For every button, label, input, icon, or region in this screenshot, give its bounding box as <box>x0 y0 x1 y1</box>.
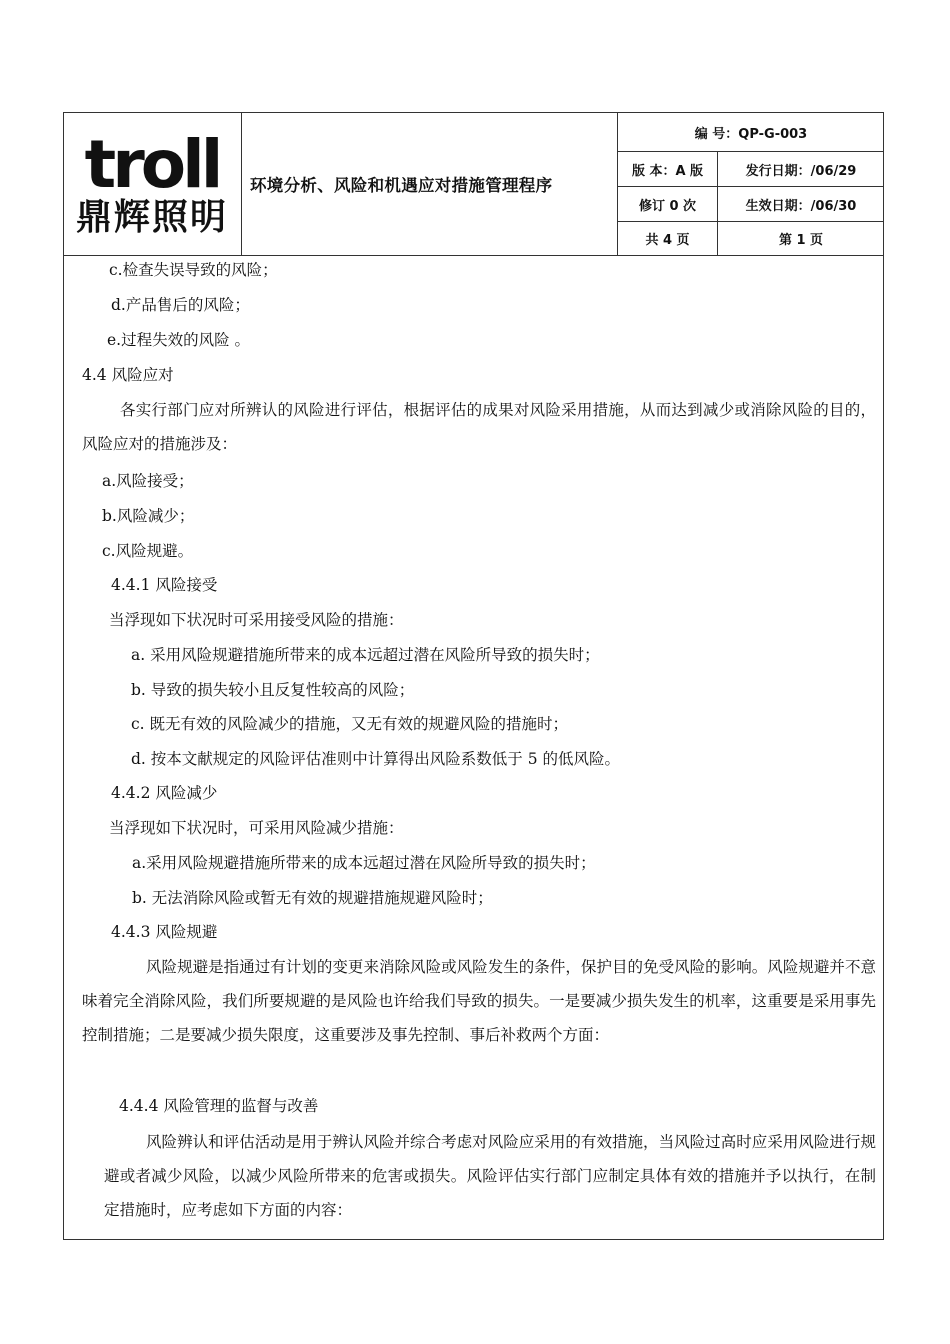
section-heading-4-4-3: 4.4.3 风险规避 <box>111 923 218 941</box>
revision: 修订 0 次 <box>618 187 718 221</box>
title-cell <box>242 113 618 255</box>
list-item: c. 既无有效的风险减少的措施，又无有效的规避风险的措施时； <box>131 715 569 733</box>
meta-row-version <box>618 152 884 187</box>
list-item: d.产品售后的风险； <box>111 296 250 314</box>
intro-text: 当浮现如下状况时，可采用风险减少措施： <box>109 819 404 837</box>
page-number: 第 1 页 <box>778 233 824 248</box>
doc-number: 编 号：QP-G-003 <box>694 126 808 142</box>
list-item: d. 按本文献规定的风险评估准则中计算得出风险系数低于 5 的低风险。 <box>131 750 620 768</box>
section-heading-4-4: 4.4 风险应对 <box>82 366 174 384</box>
company-logo <box>64 113 242 255</box>
logo-chinese-name: 鼎辉照明 <box>75 197 229 238</box>
version: 版 本：A 版 <box>618 152 718 186</box>
meta-row-docno <box>618 113 884 152</box>
intro-text: 当浮现如下状况时可采用接受风险的措施： <box>109 611 404 629</box>
document-meta <box>618 113 884 255</box>
list-item: c.风险规避。 <box>102 542 194 560</box>
list-item: a.风险接受； <box>102 472 194 490</box>
meta-row-revision <box>618 187 884 222</box>
logo-wordmark: troll <box>84 126 220 203</box>
issue-date: 发行日期：/06/29 <box>745 163 857 179</box>
list-item: c.检查失误导致的风险； <box>109 261 278 279</box>
document-header <box>64 113 883 256</box>
section-heading-4-4-4: 4.4.4 风险管理的监督与改善 <box>119 1097 319 1115</box>
section-heading-4-4-1: 4.4.1 风险接受 <box>111 576 218 594</box>
section-heading-4-4-2: 4.4.2 风险减少 <box>111 784 218 802</box>
effective-date: 生效日期：/06/30 <box>745 198 857 214</box>
list-item: e.过程失效的风险 。 <box>107 331 251 349</box>
total-pages: 共 4 页 <box>618 222 718 255</box>
meta-row-pages <box>618 222 884 255</box>
document-frame <box>63 112 884 1240</box>
list-item: b. 导致的损失较小且反复性较高的风险； <box>131 681 415 699</box>
document-title: 环境分析、风险和机遇应对措施管理程序 <box>250 176 553 195</box>
paragraph-4-4-4: 风险辨认和评估活动是用于辨认风险并综合考虑对风险应采用的有效措施，当风险过高时应采用风险进行规避或者减少风险，以减少风险所带来的危害或损失。风险评估实行部门应制定具体有效的措施并予以执行，在制定措施时，应考虑如下方面的内容： <box>104 1133 876 1219</box>
logo-graphic <box>64 113 240 253</box>
list-item: b.风险减少； <box>102 507 195 525</box>
paragraph-4-4: 各实行部门应对所辨认的风险进行评估，根据评估的成果对风险采用措施，从而达到减少或消除风险的目的，风险应对的措施涉及： <box>82 401 876 453</box>
list-item: a. 采用风险规避措施所带来的成本远超过潜在风险所导致的损失时； <box>131 646 600 664</box>
list-item: a.采用风险规避措施所带来的成本远超过潜在风险所导致的损失时； <box>132 854 596 872</box>
paragraph-4-4-3: 风险规避是指通过有计划的变更来消除风险或风险发生的条件，保护目的免受风险的影响。风险规避并不意味着完全消除风险，我们所要规避的是风险也许给我们导致的损失。一是要减少损失发生的机率，这重要是采用事先控制措施；二是要减少损失限度，这重要涉及事先控制、事后补救两个方面： <box>82 958 876 1044</box>
list-item: b. 无法消除风险或暂无有效的规避措施规避风险时； <box>132 889 493 907</box>
